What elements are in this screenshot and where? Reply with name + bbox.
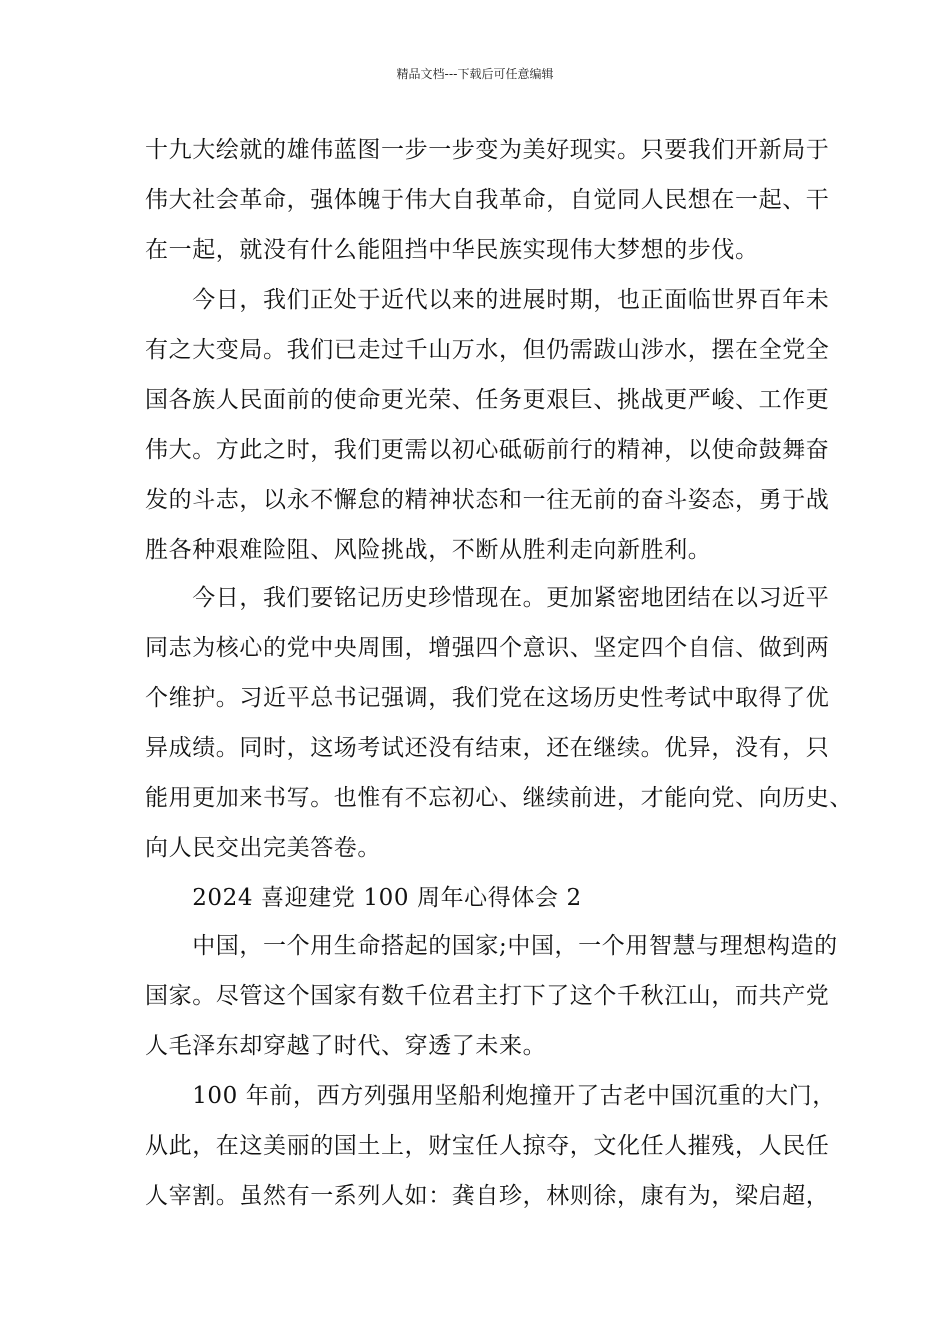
text-line: 在一起，就没有什么能阻挡中华民族实现伟大梦想的步伐。 [145, 237, 759, 263]
text-line: 今日，我们要铭记历史珍惜现在。更加紧密地团结在以习近平 [145, 585, 830, 611]
text-line: 有之大变局。我们已走过千山万水，但仍需跋山涉水，摆在全党全 [145, 337, 830, 363]
text-line: 人毛泽东却穿越了时代、穿透了未来。 [145, 1033, 547, 1059]
text-line: 伟大。方此之时，我们更需以初心砥砺前行的精神，以使命鼓舞奋 [145, 437, 830, 463]
text-line: 从此，在这美丽的国土上，财宝任人掠夺，文化任人摧残，人民任 [145, 1133, 830, 1159]
page-header: 精品文档---下载后可任意编辑 [396, 67, 554, 81]
text-line: 个维护。习近平总书记强调，我们党在这场历史性考试中取得了优 [145, 685, 830, 711]
text-line: 100 年前，西方列强用坚船利炮撞开了古老中国沉重的大门， [145, 1083, 836, 1109]
text-line: 同志为核心的党中央周围，增强四个意识、坚定四个自信、做到两 [145, 635, 830, 661]
section-heading: 2024 喜迎建党 100 周年心得体会 2 [145, 885, 582, 911]
text-line: 伟大社会革命，强体魄于伟大自我革命，自觉同人民想在一起、干 [145, 187, 830, 213]
text-line: 十九大绘就的雄伟蓝图一步一步变为美好现实。只要我们开新局于 [145, 137, 830, 163]
text-line: 异成绩。同时，这场考试还没有结束，还在继续。优异，没有，只 [145, 735, 830, 761]
text-line: 人宰割。虽然有一系列人如：龚自珍，林则徐，康有为，梁启超， [145, 1183, 830, 1209]
text-line: 发的斗志，以永不懈怠的精神状态和一往无前的奋斗姿态，勇于战 [145, 487, 830, 513]
text-line: 能用更加来书写。也惟有不忘初心、继续前进，才能向党、向历史、 [145, 785, 853, 811]
text-line: 今日，我们正处于近代以来的进展时期，也正面临世界百年未 [145, 287, 830, 313]
text-line: 国家。尽管这个国家有数千位君主打下了这个千秋江山，而共产党 [145, 983, 830, 1009]
text-line: 胜各种艰难险阻、风险挑战，不断从胜利走向新胜利。 [145, 537, 712, 563]
text-line: 向人民交出完美答卷。 [145, 835, 381, 861]
text-line: 中国，一个用生命搭起的国家;中国，一个用智慧与理想构造的 [145, 933, 838, 959]
text-line: 国各族人民面前的使命更光荣、任务更艰巨、挑战更严峻、工作更 [145, 387, 830, 413]
